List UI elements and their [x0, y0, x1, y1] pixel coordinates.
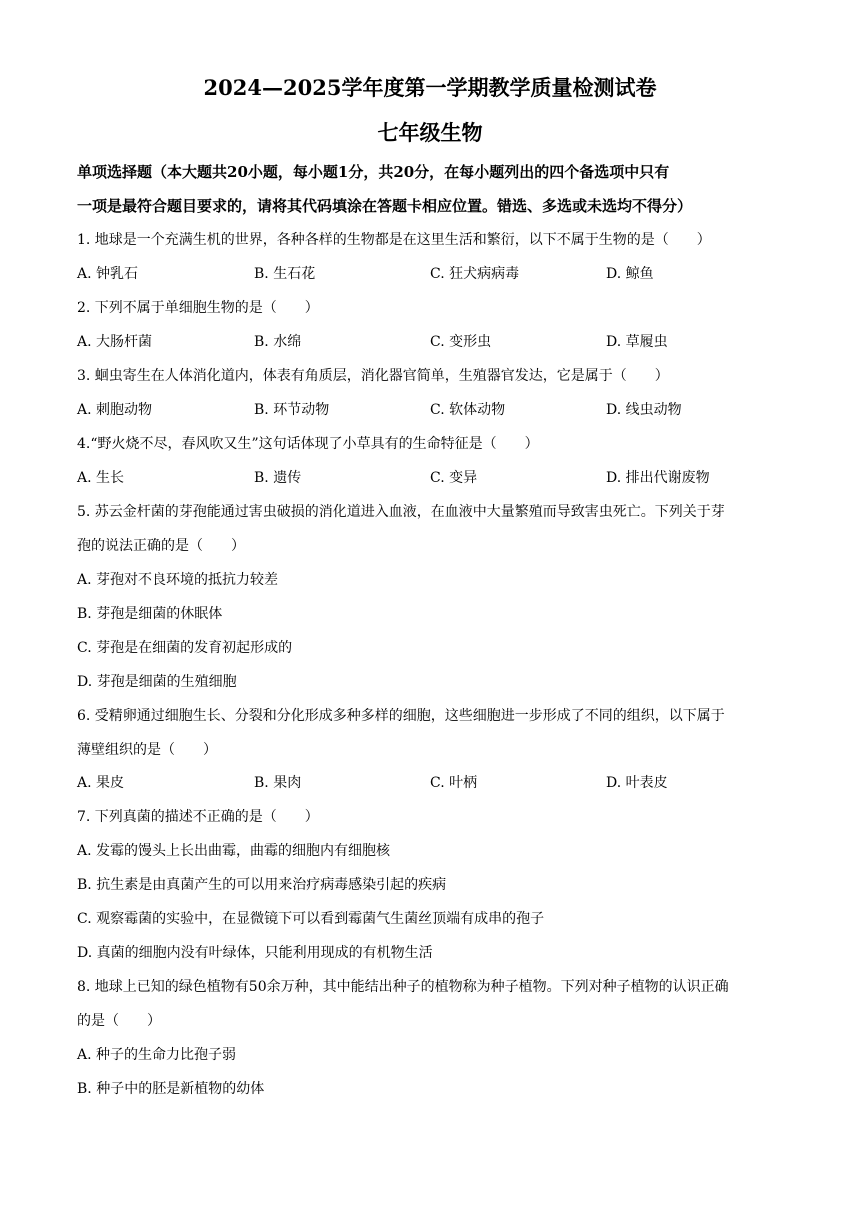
question-4-option-c: C. 变异: [430, 470, 478, 486]
question-5-option-d: D. 芽孢是细菌的生殖细胞: [77, 674, 237, 690]
question-4-option-a: A. 生长: [77, 470, 125, 486]
exam-title: 2024—2025学年度第一学期教学质量检测试卷: [203, 75, 657, 100]
question-6-stem-line-1: 6. 受精卵通过细胞生长、分裂和分化形成多种多样的细胞，这些细胞进一步形成了不同的组织，以下属于: [77, 708, 725, 724]
question-6-stem-line-2: 薄壁组织的是（ ）: [77, 742, 217, 758]
question-2-stem: 2. 下列不属于单细胞生物的是（ ）: [77, 300, 319, 316]
question-3-option-a: A. 刺胞动物: [77, 402, 153, 418]
question-7-option-c: C. 观察霉菌的实验中，在显微镜下可以看到霉菌气生菌丝顶端有成串的孢子: [77, 911, 545, 927]
question-5-stem-line-1: 5. 苏云金杆菌的芽孢能通过害虫破损的消化道进入血液，在血液中大量繁殖而导致害虫死亡。下列关于芽: [77, 504, 725, 520]
question-2-option-c: C. 变形虫: [430, 334, 492, 350]
question-2-option-a: A. 大肠杆菌: [77, 334, 153, 350]
question-8-stem-line-2: 的是（ ）: [77, 1013, 161, 1029]
question-5-option-a: A. 芽孢对不良环境的抵抗力较差: [77, 572, 279, 588]
question-4-option-b: B. 遗传: [254, 470, 302, 486]
question-5-stem-line-2: 孢的说法正确的是（ ）: [77, 538, 245, 554]
question-2-option-b: B. 水绵: [254, 334, 302, 350]
question-6-option-b: B. 果肉: [254, 775, 302, 791]
exam-subtitle: 七年级生物: [377, 120, 483, 145]
question-7-stem: 7. 下列真菌的描述不正确的是（ ）: [77, 809, 319, 825]
question-1-option-a: A. 钟乳石: [77, 266, 139, 282]
question-4-stem: 4.“野火烧不尽，春风吹又生”这句话体现了小草具有的生命特征是（ ）: [77, 436, 539, 452]
section-instructions-line-2: 一项是最符合题目要求的，请将其代码填涂在答题卡相应位置。错选、多选或未选均不得分）: [77, 197, 693, 215]
question-1-option-b: B. 生石花: [254, 266, 316, 282]
question-3-option-c: C. 软体动物: [430, 402, 506, 418]
question-7-option-b: B. 抗生素是由真菌产生的可以用来治疗病毒感染引起的疾病: [77, 877, 447, 893]
question-1-option-c: C. 狂犬病病毒: [430, 266, 520, 282]
question-3-option-d: D. 线虫动物: [606, 402, 682, 418]
question-4-option-d: D. 排出代谢废物: [606, 470, 710, 486]
question-5-option-c: C. 芽孢是在细菌的发育初起形成的: [77, 640, 293, 656]
question-6-option-c: C. 叶柄: [430, 775, 478, 791]
question-1-stem: 1. 地球是一个充满生机的世界，各种各样的生物都是在这里生活和繁衍，以下不属于生物的是（ ）: [77, 232, 711, 248]
question-3-option-b: B. 环节动物: [254, 402, 330, 418]
section-instructions-line-1: 单项选择题（本大题共20小题，每小题1分，共20分，在每小题列出的四个备选项中只有: [77, 163, 670, 181]
question-8-option-a: A. 种子的生命力比孢子弱: [77, 1047, 237, 1063]
question-8-option-b: B. 种子中的胚是新植物的幼体: [77, 1081, 265, 1097]
question-3-stem: 3. 蛔虫寄生在人体消化道内，体表有角质层，消化器官简单，生殖器官发达，它是属于（ ）: [77, 368, 669, 384]
question-6-option-a: A. 果皮: [77, 775, 125, 791]
question-1-option-d: D. 鲸鱼: [606, 266, 654, 282]
question-5-option-b: B. 芽孢是细菌的休眠体: [77, 606, 223, 622]
question-7-option-d: D. 真菌的细胞内没有叶绿体，只能利用现成的有机物生活: [77, 945, 433, 961]
question-2-option-d: D. 草履虫: [606, 334, 668, 350]
question-8-stem-line-1: 8. 地球上已知的绿色植物有50余万种，其中能结出种子的植物称为种子植物。下列对种子植物的认识正确: [77, 979, 729, 995]
question-6-option-d: D. 叶表皮: [606, 775, 668, 791]
question-7-option-a: A. 发霉的馒头上长出曲霉，曲霉的细胞内有细胞核: [77, 843, 391, 859]
